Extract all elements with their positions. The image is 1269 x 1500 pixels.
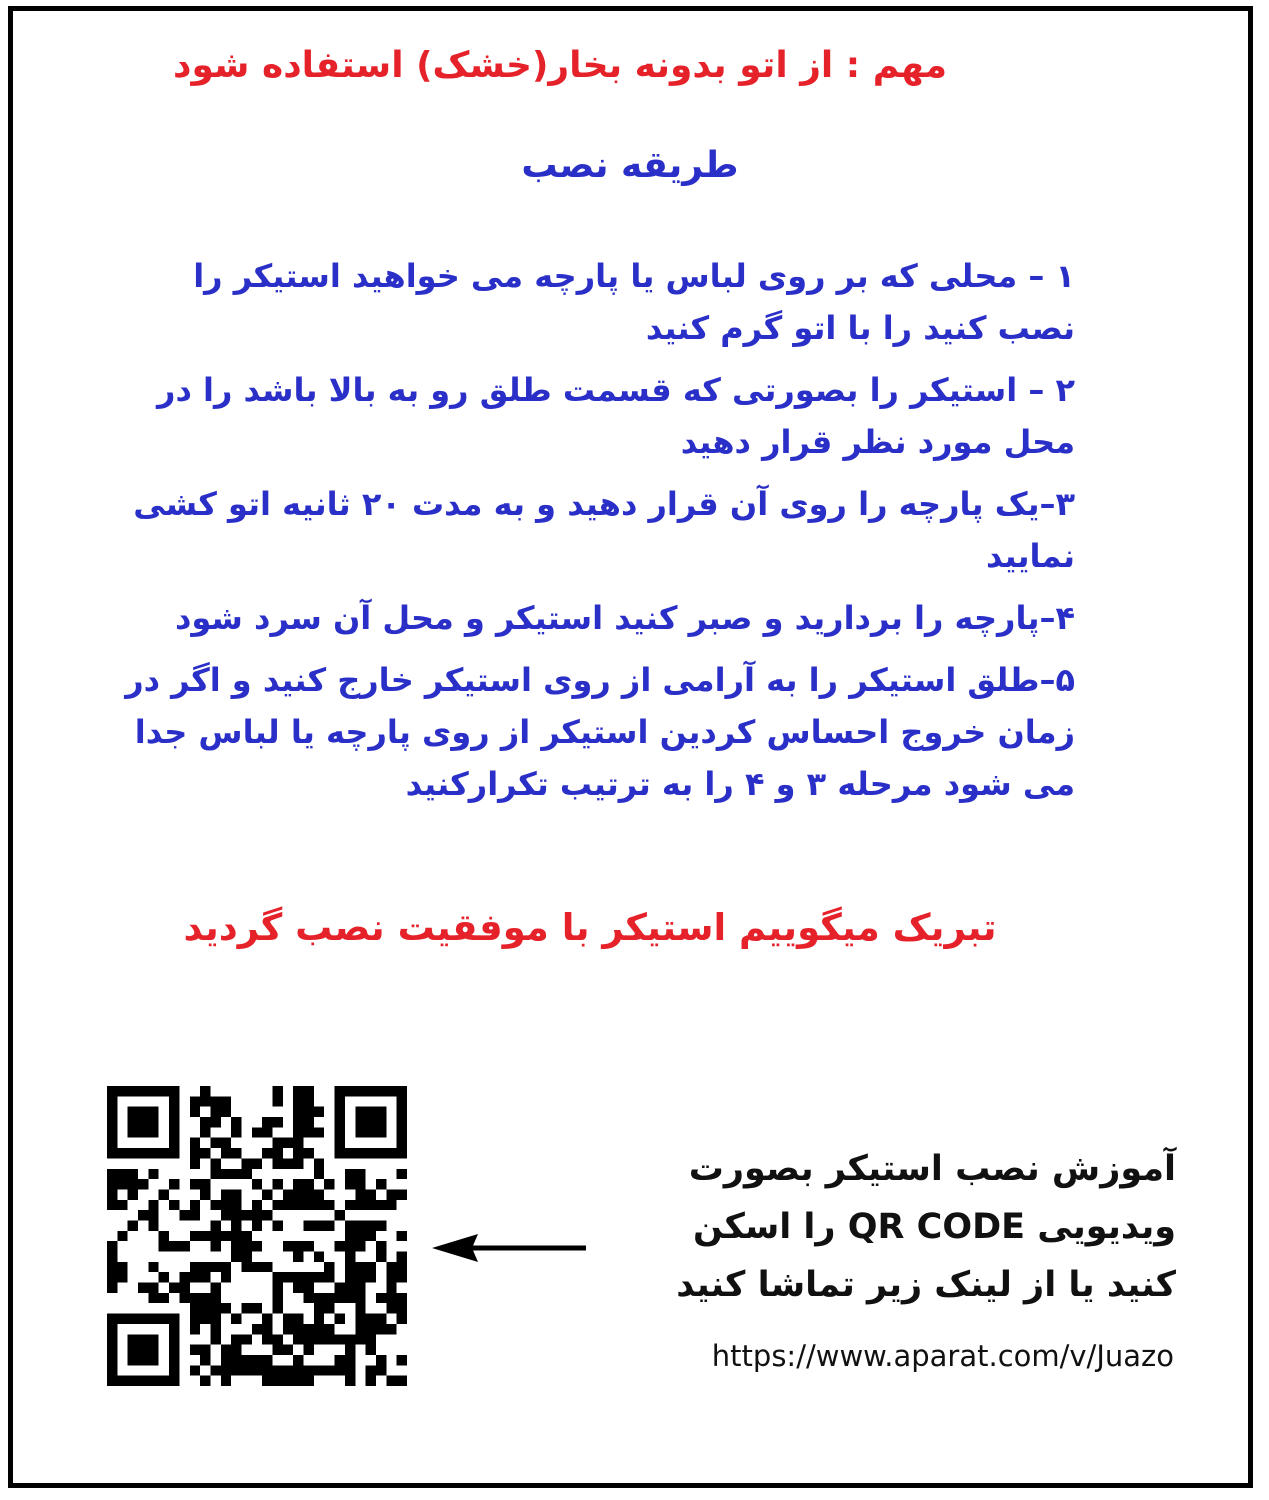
step-2: ۲ – استیکر را بصورتی که قسمت طلق رو به بالا باشد را در محل مورد نظر قرار دهید [157, 371, 1075, 461]
installation-steps [120, 250, 1075, 820]
tutorial-line-1: آموزش نصب استیکر بصورت [688, 1149, 1176, 1189]
warning-heading: مهم : از اتو بدونه بخار(خشک) استفاده شود [172, 45, 948, 86]
step-5: ۵–طلق استیکر را به آرامی از روی استیکر خارج کنید و اگر در زمان خروج احساس کردین استیکر از روی پارچه یا لباس جدا می شود مرحله ۳ و ۴ را به ترتیب تکرارکنید [125, 661, 1075, 803]
qr-code-icon[interactable] [107, 1086, 407, 1386]
tutorial-line-2: ویدیویی QR CODE را اسکن [692, 1207, 1176, 1247]
congratulations-message: تبریک میگوییم استیکر با موفقیت نصب گردید [183, 906, 997, 949]
step-4: ۴–پارچه را بردارید و صبر کنید استیکر و محل آن سرد شود [174, 599, 1075, 637]
step-1: ۱ – محلی که بر روی لباس یا پارچه می خواهید استیکر را نصب کنید را با اتو گرم کنید [193, 257, 1075, 347]
arrow-left-icon [432, 1226, 588, 1270]
section-title: طریقه نصب [521, 145, 739, 186]
step-3: ۳–یک پارچه را روی آن قرار دهید و به مدت ۲۰ ثانیه اتو کشی نمایید [133, 485, 1075, 575]
video-tutorial-instructions [580, 1140, 1176, 1314]
tutorial-line-3: کنید یا از لینک زیر تماشا کنید [676, 1265, 1176, 1305]
video-tutorial-link[interactable]: https://www.aparat.com/v/Juazo [711, 1339, 1174, 1373]
